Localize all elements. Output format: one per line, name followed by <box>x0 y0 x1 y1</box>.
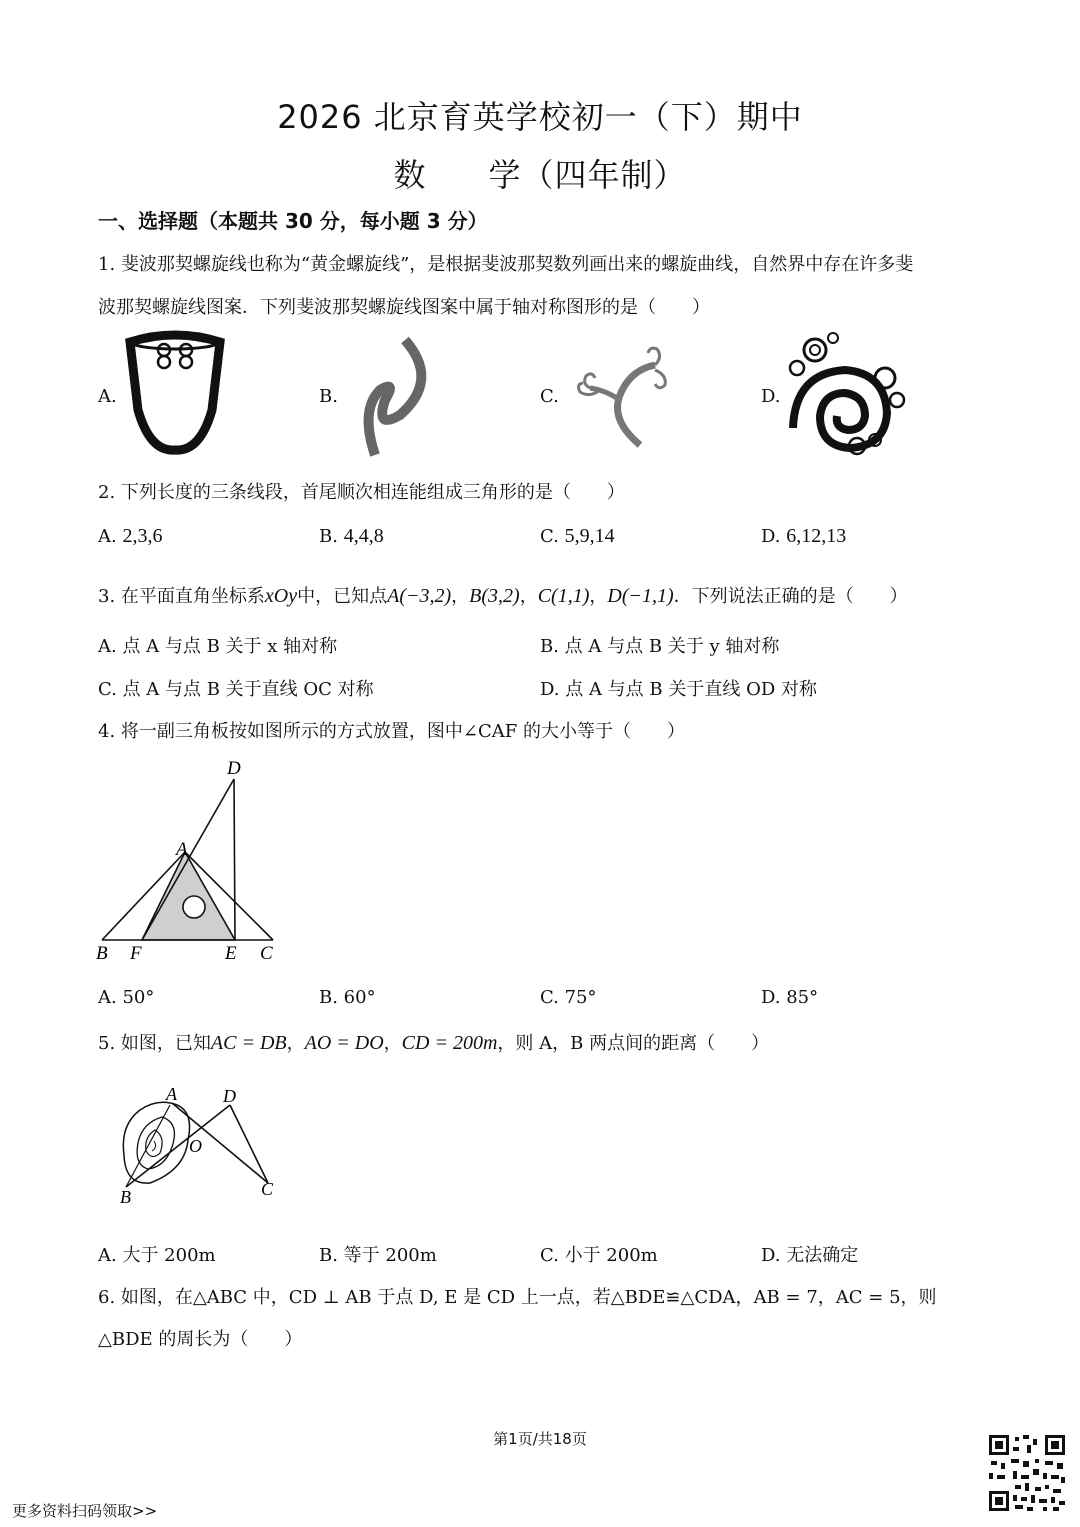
page-title: 2026 北京育英学校初一（下）期中 <box>277 98 803 136</box>
q5-option-b: B. 等于 200m <box>319 1245 437 1266</box>
q2-stem: 2. 下列长度的三条线段，首尾顺次相连能组成三角形的是（ ） <box>98 482 625 503</box>
q5-condition-3: CD = 200m <box>401 1032 498 1054</box>
q5-label-d: D <box>223 1086 236 1106</box>
q2-option-d <box>761 525 846 548</box>
q4-label-a: A <box>176 839 188 860</box>
spiral-figure-b <box>345 335 445 460</box>
q3-coord-system: xOy <box>264 585 298 607</box>
q5-stem-b: ，则 A，B 两点间的距离（ ） <box>497 1033 770 1054</box>
q1-option-c-label: C. <box>540 386 559 407</box>
q2-option-c <box>540 525 615 548</box>
q6-line1-b: AB = 7，AC = 5，则 <box>753 1287 937 1308</box>
q5-option-c: C. 小于 200m <box>540 1245 658 1266</box>
q5-condition-1: AC = DB <box>210 1032 287 1054</box>
q2-option-a-value: 2,3,6 <box>122 525 163 547</box>
q3-option-c: C. 点 A 与点 B 关于直线 OC 对称 <box>98 679 374 700</box>
spiral-figure-d <box>785 328 910 460</box>
q2-option-a-label: A. <box>98 526 117 547</box>
q1-option-a-label: A. <box>98 386 117 407</box>
q3-point-d: D(−1,1) <box>607 585 674 607</box>
q3-stem-a: 3. 在平面直角坐标系 <box>98 586 265 607</box>
q1-line1: 1. 斐波那契螺旋线也称为“黄金螺旋线”，是根据斐波那契数列画出来的螺旋曲线，自然界中存在许多斐 <box>98 254 914 275</box>
q3-point-c: C(1,1) <box>537 585 590 607</box>
q5-option-d: D. 无法确定 <box>761 1245 859 1266</box>
q3-point-a: A(−3,2) <box>387 585 452 607</box>
q2-option-c-value: 5,9,14 <box>564 525 615 547</box>
q3-point-b: B(3,2) <box>469 585 520 607</box>
q5-label-b: B <box>120 1187 131 1207</box>
q5-pond-figure <box>110 1085 290 1210</box>
q2-option-c-label: C. <box>540 526 559 547</box>
q3-stem-c: ．下列说法正确的是（ ） <box>673 586 908 607</box>
q2-option-a <box>98 525 162 548</box>
q1-option-d-label: D. <box>761 386 781 407</box>
q4-option-c: C. 75° <box>540 987 597 1008</box>
q6-line2: △BDE 的周长为（ ） <box>98 1329 303 1350</box>
q4-label-e: E <box>225 943 237 964</box>
q4-label-c: C <box>260 943 273 964</box>
q3-stem-b: 中，已知点 <box>297 586 388 607</box>
q3-option-b: B. 点 A 与点 B 关于 y 轴对称 <box>540 636 780 657</box>
q3-option-a: A. 点 A 与点 B 关于 x 轴对称 <box>98 636 338 657</box>
section-heading: 一、选择题（本题共 30 分，每小题 3 分） <box>98 209 488 233</box>
q1-line2: 波那契螺旋线图案．下列斐波那契螺旋线图案中属于轴对称图形的是（ ） <box>98 297 710 318</box>
q2-option-d-value: 6,12,13 <box>786 525 847 547</box>
q5-label-o: O <box>189 1136 202 1156</box>
subtitle-right: 学（四年制） <box>488 156 687 194</box>
qr-code-icon <box>987 1433 1067 1513</box>
q4-triangle-figure <box>90 755 290 970</box>
q4-stem: 4. 将一副三角板按如图所示的方式放置，图中∠CAF 的大小等于（ ） <box>98 721 685 742</box>
page-subtitle <box>0 150 1080 196</box>
q2-option-b-value: 4,4,8 <box>343 525 384 547</box>
q4-option-b: B. 60° <box>319 987 376 1008</box>
q6-line1 <box>98 1283 937 1309</box>
q3-stem: 3. 在平面直角坐标系xOy中，已知点A(−3,2)，B(3,2)，C(1,1)，D(−1,1)．下列说法正确的是（ ） <box>98 585 908 607</box>
q4-label-f: F <box>130 943 142 964</box>
page-number: 第1页/共18页 <box>493 1430 587 1448</box>
promo-text: 更多资料扫码领取>> <box>12 1502 158 1520</box>
q5-option-a: A. 大于 200m <box>98 1245 216 1266</box>
q1-option-b-label: B. <box>319 386 338 407</box>
q5-label-c: C <box>261 1179 274 1199</box>
q4-label-d: D <box>227 758 241 779</box>
spiral-figure-a <box>120 330 230 455</box>
q4-option-a: A. 50° <box>98 987 155 1008</box>
q4-label-b: B <box>96 943 108 964</box>
q5-condition-2: AO = DO <box>304 1032 384 1054</box>
q2-option-b-label: B. <box>319 526 338 547</box>
q5-label-a: A <box>166 1085 177 1104</box>
q6-line1-a: 6. 如图，在△ABC 中，CD ⊥ AB 于点 D, E 是 CD 上一点，若△BDE≌△CDA， <box>98 1287 754 1308</box>
q2-option-d-label: D. <box>761 526 781 547</box>
q2-option-b <box>319 525 384 548</box>
subtitle-left: 数 <box>393 156 427 194</box>
q5-stem: 5. 如图，已知AC = DB，AO = DO，CD = 200m，则 A，B 两点间的距离（ ） <box>98 1032 770 1054</box>
q5-stem-a: 5. 如图，已知 <box>98 1033 211 1054</box>
spiral-figure-c <box>570 340 680 450</box>
q4-option-d: D. 85° <box>761 987 819 1008</box>
q3-option-d: D. 点 A 与点 B 关于直线 OD 对称 <box>540 679 817 700</box>
